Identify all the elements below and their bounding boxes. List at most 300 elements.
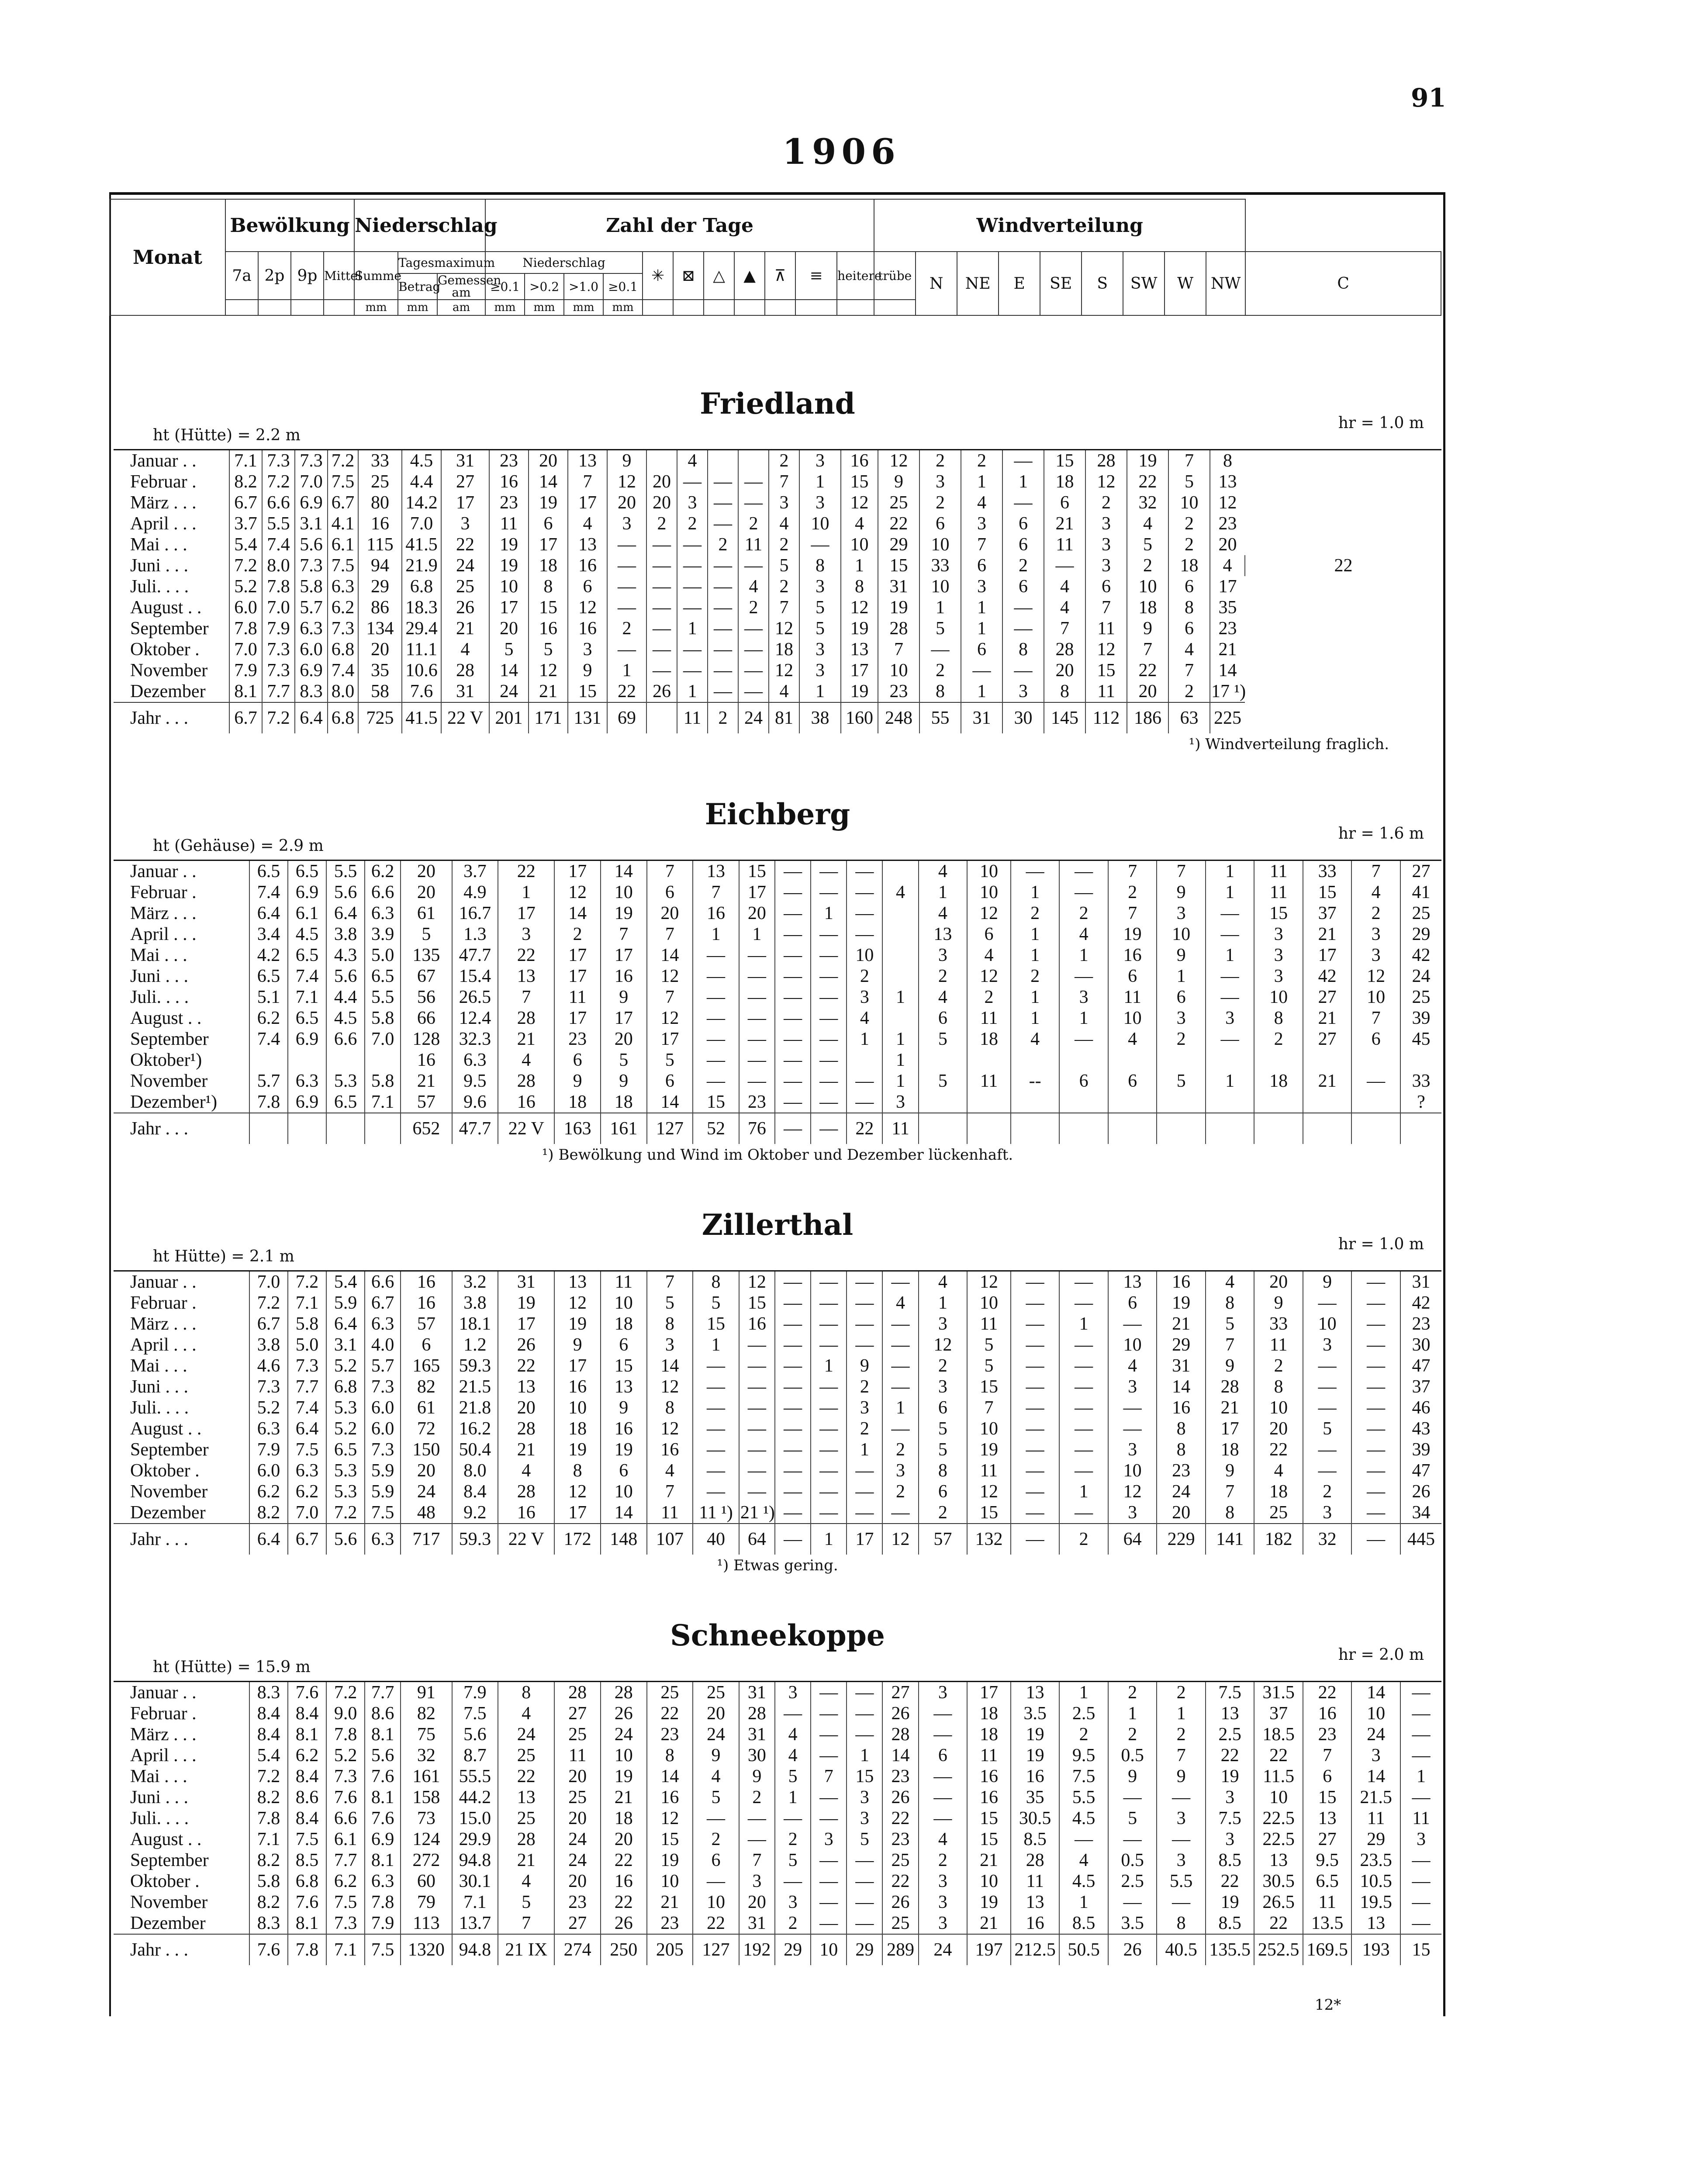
table-cell: 91 xyxy=(401,1682,452,1704)
table-cell: 7 xyxy=(1351,1008,1400,1029)
table-cell: 1 xyxy=(1206,945,1254,966)
table-cell: 5 xyxy=(1157,1071,1206,1092)
table-cell: — xyxy=(739,987,775,1008)
table-cell: 7 xyxy=(647,1481,693,1502)
table-cell: 35 xyxy=(1210,597,1245,618)
table-cell: 10 xyxy=(647,1871,693,1892)
header-wind-s: S xyxy=(1082,252,1123,315)
table-cell: 6 xyxy=(961,555,1002,576)
table-cell: 4 xyxy=(967,945,1011,966)
table-cell: 16 xyxy=(693,903,739,924)
table-cell: 9 xyxy=(554,1071,601,1092)
table-cell: 5.6 xyxy=(326,966,365,987)
table-cell: 4 xyxy=(568,513,607,534)
table-cell: 19 xyxy=(554,1439,601,1460)
table-cell: 8 xyxy=(1157,1439,1206,1460)
table-cell: 1 xyxy=(1059,1008,1108,1029)
table-cell: 17 xyxy=(568,492,607,513)
table-cell: 11 xyxy=(1303,1892,1352,1913)
table-cell: 1 xyxy=(1206,882,1254,903)
table-cell: 3.7 xyxy=(229,513,262,534)
table-cell: 11 xyxy=(601,1271,647,1293)
table-cell: 69 xyxy=(607,702,646,733)
table-cell: — xyxy=(1044,555,1085,576)
table-cell: 1 xyxy=(1206,860,1254,882)
table-cell: — xyxy=(811,1787,847,1808)
table-cell: 4 xyxy=(882,882,918,903)
station-footnote: ¹) Bewölkung und Wind im Oktober und Dezember lückenhaft. xyxy=(542,1146,1013,1164)
table-cell: 7.6 xyxy=(326,1787,365,1808)
table-row xyxy=(114,1787,1441,1808)
table-cell: 33 xyxy=(1400,1071,1441,1092)
table-cell: 7.8 xyxy=(249,1092,288,1113)
table-cell: — xyxy=(607,639,646,660)
table-cell: 3.9 xyxy=(365,924,401,945)
table-cell: 1 xyxy=(1400,1766,1441,1787)
table-cell: 5.2 xyxy=(326,1745,365,1766)
table-cell: 3 xyxy=(799,492,841,513)
table-cell: 12 xyxy=(647,1376,693,1397)
table-cell: 8.4 xyxy=(288,1766,326,1787)
table-cell xyxy=(1011,1050,1060,1071)
table-cell: — xyxy=(811,1892,847,1913)
table-cell: 10 xyxy=(967,1418,1011,1439)
table-cell: — xyxy=(677,597,708,618)
table-cell: 44.2 xyxy=(452,1787,498,1808)
table-cell: 10 xyxy=(1303,1313,1352,1334)
table-cell: 10 xyxy=(967,1871,1011,1892)
table-cell: — xyxy=(882,1313,918,1334)
table-cell: 3 xyxy=(847,1808,882,1829)
table-cell: 17 xyxy=(529,534,568,555)
table-cell: 1 xyxy=(1157,966,1206,987)
table-cell: 25 xyxy=(1400,987,1441,1008)
table-cell: 13 xyxy=(1206,1703,1254,1724)
table-cell: 10 xyxy=(601,882,647,903)
table-cell: 6 xyxy=(1168,618,1210,639)
table-cell: 124 xyxy=(401,1829,452,1850)
table-cell: 15 xyxy=(1044,450,1085,472)
table-cell: — xyxy=(847,903,882,924)
table-cell: — xyxy=(1059,966,1108,987)
row-label: Februar . xyxy=(130,1704,197,1724)
table-cell: 16 xyxy=(1157,1271,1206,1293)
table-cell: 19 xyxy=(601,1439,647,1460)
table-cell: 7.0 xyxy=(288,1502,326,1524)
table-cell: 17 xyxy=(441,492,489,513)
table-cell: 2 xyxy=(739,1787,775,1808)
table-cell: 6.4 xyxy=(295,702,328,733)
table-cell: — xyxy=(847,1724,882,1745)
table-cell: — xyxy=(693,966,739,987)
table-cell: 2 xyxy=(1254,1355,1303,1376)
table-cell: 9 xyxy=(1157,1766,1206,1787)
table-cell: 22 xyxy=(601,1850,647,1871)
table-cell: 1 xyxy=(919,1292,968,1313)
table-cell: 7.5 xyxy=(365,1502,401,1524)
table-cell: 22 xyxy=(498,1766,554,1787)
table-cell: 7.4 xyxy=(249,882,288,903)
table-cell: 3 xyxy=(1254,966,1303,987)
table-cell: — xyxy=(847,882,882,903)
table-cell: — xyxy=(1400,1892,1441,1913)
table-cell: 37 xyxy=(1254,1703,1303,1724)
table-cell: 21 xyxy=(1206,1397,1254,1418)
station-ht: ht Hütte) = 2.1 m xyxy=(153,1248,294,1265)
table-cell: — xyxy=(1108,1313,1157,1334)
table-cell: 5 xyxy=(401,924,452,945)
table-cell: 2 xyxy=(1108,1724,1157,1745)
table-cell: 7.4 xyxy=(249,1029,288,1050)
table-cell: 47 xyxy=(1400,1355,1441,1376)
table-cell: 31 xyxy=(961,702,1002,733)
table-cell: 22 xyxy=(1303,1682,1352,1704)
row-label: August . . xyxy=(130,1419,202,1439)
table-cell: 26 xyxy=(1108,1934,1157,1965)
table-cell: 23 xyxy=(1210,618,1245,639)
table-cell: 1 xyxy=(1002,471,1044,492)
header-tage-ns-01: ≥0.1 xyxy=(485,273,525,300)
table-cell: 10 xyxy=(967,882,1011,903)
unit-ns-10: mm xyxy=(564,300,603,315)
table-cell: 22 xyxy=(1206,1745,1254,1766)
table-cell: — xyxy=(961,660,1002,681)
table-cell: 22 xyxy=(882,1808,918,1829)
table-cell: 9 xyxy=(554,1334,601,1355)
table-cell: 14 xyxy=(601,860,647,882)
table-cell: 31 xyxy=(739,1913,775,1934)
table-cell: 7.5 xyxy=(452,1703,498,1724)
table-cell: 7.3 xyxy=(326,1913,365,1934)
table-cell: 6 xyxy=(568,576,607,597)
table-cell: — xyxy=(1059,860,1108,882)
row-label: Mai . . . xyxy=(130,535,187,555)
table-cell: — xyxy=(738,618,769,639)
table-cell: 21.5 xyxy=(1351,1787,1400,1808)
table-cell: — xyxy=(1059,1334,1108,1355)
table-cell: 225 xyxy=(1210,702,1245,733)
header-wind-c: C xyxy=(1245,252,1441,315)
table-cell: 8.6 xyxy=(365,1703,401,1724)
table-cell: 6.0 xyxy=(229,597,262,618)
table-cell: 6.7 xyxy=(328,492,358,513)
table-cell: 6 xyxy=(919,1397,968,1418)
table-cell: — xyxy=(775,924,811,945)
table-cell: 3 xyxy=(799,639,841,660)
table-cell xyxy=(882,860,918,882)
table-cell: 12 xyxy=(647,966,693,987)
table-cell: — xyxy=(693,945,739,966)
station-eichberg xyxy=(114,795,1441,1166)
table-cell: 18 xyxy=(601,1313,647,1334)
table-cell: 13 xyxy=(919,924,968,945)
table-cell xyxy=(288,1113,326,1144)
table-cell: 5 xyxy=(1303,1418,1352,1439)
table-cell: 3.1 xyxy=(326,1334,365,1355)
table-cell: — xyxy=(882,1502,918,1524)
table-cell: — xyxy=(738,555,769,576)
table-cell: 7.3 xyxy=(365,1439,401,1460)
table-cell: — xyxy=(919,1703,968,1724)
table-cell: 23.5 xyxy=(1351,1850,1400,1871)
table-cell: 19 xyxy=(967,1892,1011,1913)
table-cell: 8.0 xyxy=(262,555,295,576)
table-cell: 5.5 xyxy=(262,513,295,534)
table-cell: 5 xyxy=(693,1292,739,1313)
table-cell: 1 xyxy=(847,1029,882,1050)
table-cell: 16 xyxy=(358,513,402,534)
table-cell: 2 xyxy=(1127,555,1168,576)
table-cell: 17 ¹) xyxy=(1210,681,1245,702)
table-cell: — xyxy=(811,1850,847,1871)
table-cell: 6 xyxy=(1108,966,1157,987)
table-cell: 24 xyxy=(1157,1481,1206,1502)
table-cell: 15 xyxy=(568,681,607,702)
table-cell: 9 xyxy=(1206,1460,1254,1481)
table-cell: 6 xyxy=(601,1334,647,1355)
table-cell: 8 xyxy=(1210,450,1245,472)
row-label: März . . . xyxy=(130,1724,197,1745)
table-cell: 4.0 xyxy=(365,1334,401,1355)
table-cell: 20 xyxy=(693,1703,739,1724)
table-cell: 12 xyxy=(647,1418,693,1439)
table-cell: 1 xyxy=(1206,1071,1254,1092)
table-cell: 5.3 xyxy=(326,1481,365,1502)
table-cell: 5 xyxy=(1206,1313,1254,1334)
table-cell: 22 xyxy=(1206,1871,1254,1892)
table-cell: 61 xyxy=(401,903,452,924)
table-cell: 7.2 xyxy=(326,1502,365,1524)
table-cell: 8 xyxy=(1168,597,1210,618)
table-cell: — xyxy=(708,639,738,660)
table-cell: 8.5 xyxy=(1059,1913,1108,1934)
table-cell: 66 xyxy=(401,1008,452,1029)
table-cell: 172 xyxy=(554,1524,601,1555)
table-cell: 19 xyxy=(1011,1745,1060,1766)
table-cell: 19 xyxy=(1127,450,1168,472)
table-cell: 50.4 xyxy=(452,1439,498,1460)
table-cell: — xyxy=(847,1871,882,1892)
table-cell: — xyxy=(607,576,646,597)
table-cell: 7.8 xyxy=(262,576,295,597)
table-cell: 7.0 xyxy=(295,471,328,492)
table-cell: 21 xyxy=(1303,1008,1352,1029)
table-cell: 1 xyxy=(693,1334,739,1355)
row-label: Mai . . . xyxy=(130,945,187,965)
table-cell: 10 xyxy=(1254,987,1303,1008)
table-cell: — xyxy=(607,597,646,618)
table-cell: 24 xyxy=(601,1724,647,1745)
header-ns-summe: Summe xyxy=(354,252,398,300)
table-cell: — xyxy=(1303,1460,1352,1481)
table-row-jahr xyxy=(114,702,1441,733)
table-cell: 3 xyxy=(441,513,489,534)
table-row xyxy=(114,513,1441,534)
table-cell: — xyxy=(775,1418,811,1439)
table-cell: — xyxy=(646,618,677,639)
table-cell: 5.5 xyxy=(1157,1871,1206,1892)
table-cell: — xyxy=(775,1808,811,1829)
table-cell: 8 xyxy=(1254,1376,1303,1397)
table-cell: — xyxy=(811,1871,847,1892)
table-cell: 6.1 xyxy=(328,534,358,555)
table-cell: 16.7 xyxy=(452,903,498,924)
table-cell: 6.6 xyxy=(365,1271,401,1293)
table-cell: 31 xyxy=(441,681,489,702)
table-cell: 47.7 xyxy=(452,945,498,966)
table-cell: 1 xyxy=(811,1355,847,1376)
table-cell: 161 xyxy=(601,1113,647,1144)
table-cell: 17 xyxy=(841,660,878,681)
table-cell: 13 xyxy=(1011,1892,1060,1913)
table-cell: 445 xyxy=(1400,1524,1441,1555)
table-cell: 11 ¹) xyxy=(693,1502,739,1524)
row-label: September xyxy=(130,1440,209,1460)
table-cell: 10 xyxy=(799,513,841,534)
table-cell: 14 xyxy=(601,1502,647,1524)
table-cell: 4 xyxy=(919,903,968,924)
table-cell: 21 xyxy=(967,1850,1011,1871)
table-cell: 7.0 xyxy=(229,639,262,660)
table-cell: — xyxy=(811,1376,847,1397)
table-cell: — xyxy=(1303,1439,1352,1460)
table-cell: 10 xyxy=(1108,1460,1157,1481)
table-cell: 7.6 xyxy=(365,1808,401,1829)
storm-icon: ⊼ xyxy=(765,252,795,300)
table-cell: — xyxy=(646,660,677,681)
table-cell: — xyxy=(775,860,811,882)
table-cell: 6 xyxy=(1002,534,1044,555)
table-cell: — xyxy=(1351,1334,1400,1355)
table-cell: — xyxy=(775,882,811,903)
table-cell: 2 xyxy=(1059,1524,1108,1555)
table-cell: 16 xyxy=(1108,945,1157,966)
table-cell: 8 xyxy=(647,1397,693,1418)
table-cell: 5 xyxy=(1108,1808,1157,1829)
table-cell: 20 xyxy=(401,882,452,903)
table-cell: 14 xyxy=(647,1092,693,1113)
table-cell: 1 xyxy=(739,924,775,945)
row-label: April . . . xyxy=(130,1335,197,1355)
table-cell: 7.1 xyxy=(288,987,326,1008)
table-cell: — xyxy=(847,1892,882,1913)
table-cell: 1 xyxy=(847,1439,882,1460)
snow-icon: ✳ xyxy=(643,252,673,300)
table-cell: 29.4 xyxy=(402,618,441,639)
table-cell: 22 xyxy=(882,1871,918,1892)
table-cell: 3 xyxy=(677,492,708,513)
table-cell: 6 xyxy=(1303,1766,1352,1787)
hail-icon: △ xyxy=(704,252,734,300)
table-row xyxy=(114,1271,1441,1293)
table-cell: 21 IX xyxy=(498,1934,554,1965)
table-cell: 7.1 xyxy=(249,1829,288,1850)
header-monat: Monat xyxy=(110,199,225,315)
table-cell xyxy=(1254,1050,1303,1071)
table-cell: 5 xyxy=(498,1892,554,1913)
header-truebe: trübe xyxy=(874,252,916,300)
table-cell: 2 xyxy=(1168,681,1210,702)
table-cell: 6.5 xyxy=(365,966,401,987)
table-cell: 21 xyxy=(441,618,489,639)
table-cell: — xyxy=(1011,860,1060,882)
table-cell: 14 xyxy=(647,1355,693,1376)
table-cell: 5.0 xyxy=(365,945,401,966)
table-cell: 7 xyxy=(1085,597,1127,618)
table-cell: 3 xyxy=(1303,1502,1352,1524)
table-cell: 1 xyxy=(882,1050,918,1071)
table-cell: 11 xyxy=(1351,1808,1400,1829)
table-cell: 21 xyxy=(1303,1071,1352,1092)
table-cell: 6.1 xyxy=(326,1829,365,1850)
table-cell: 7.5 xyxy=(288,1829,326,1850)
table-row xyxy=(114,1703,1441,1724)
table-cell: 1 xyxy=(882,987,918,1008)
table-cell: — xyxy=(1059,1439,1108,1460)
table-cell: — xyxy=(738,471,769,492)
table-cell: — xyxy=(1011,1334,1060,1355)
table-cell: 8 xyxy=(647,1313,693,1334)
table-cell: 16 xyxy=(489,471,529,492)
table-cell: — xyxy=(811,945,847,966)
table-cell: 19 xyxy=(1108,924,1157,945)
table-cell: 19 xyxy=(529,492,568,513)
row-label: März . . . xyxy=(130,903,197,923)
table-cell: — xyxy=(811,1313,847,1334)
table-cell: 11 xyxy=(554,987,601,1008)
table-cell: 24 xyxy=(919,1934,968,1965)
table-cell: 4 xyxy=(498,1703,554,1724)
table-cell: 6.3 xyxy=(452,1050,498,1071)
table-cell: 75 xyxy=(401,1724,452,1745)
table-cell xyxy=(1108,1050,1157,1071)
table-cell: — xyxy=(775,1703,811,1724)
table-row xyxy=(114,450,1441,472)
table-cell: 17 xyxy=(739,882,775,903)
table-cell: 8.5 xyxy=(1206,1913,1254,1934)
table-cell xyxy=(738,450,769,472)
table-cell: 20 xyxy=(489,618,529,639)
table-cell: — xyxy=(847,1502,882,1524)
table-cell: 652 xyxy=(401,1113,452,1144)
table-cell: 6 xyxy=(554,1050,601,1071)
table-cell: 29 xyxy=(1351,1829,1400,1850)
table-cell: 6 xyxy=(529,513,568,534)
table-cell: 4 xyxy=(1108,1029,1157,1050)
table-cell: 26 xyxy=(1400,1481,1441,1502)
table-cell: 7.7 xyxy=(262,681,295,702)
row-label: Juni . . . xyxy=(130,556,189,576)
table-cell: — xyxy=(1059,1829,1108,1850)
table-cell: 27 xyxy=(441,471,489,492)
table-cell: 5.3 xyxy=(326,1460,365,1481)
table-cell: ? xyxy=(1400,1092,1441,1113)
table-cell: 6 xyxy=(967,924,1011,945)
header-niederschlag: Niederschlag xyxy=(354,199,485,252)
table-cell: 16 xyxy=(647,1439,693,1460)
table-row xyxy=(114,1071,1441,1092)
table-cell: 274 xyxy=(554,1934,601,1965)
table-row xyxy=(114,660,1441,681)
table-cell: 18 xyxy=(1254,1071,1303,1092)
row-label: Dezember xyxy=(130,681,206,702)
table-cell: 27 xyxy=(554,1913,601,1934)
table-cell: 4.1 xyxy=(328,513,358,534)
table-cell: 22 xyxy=(693,1913,739,1934)
table-cell: 7 xyxy=(961,534,1002,555)
table-cell: 21.9 xyxy=(402,555,441,576)
table-cell: 3 xyxy=(1002,681,1044,702)
